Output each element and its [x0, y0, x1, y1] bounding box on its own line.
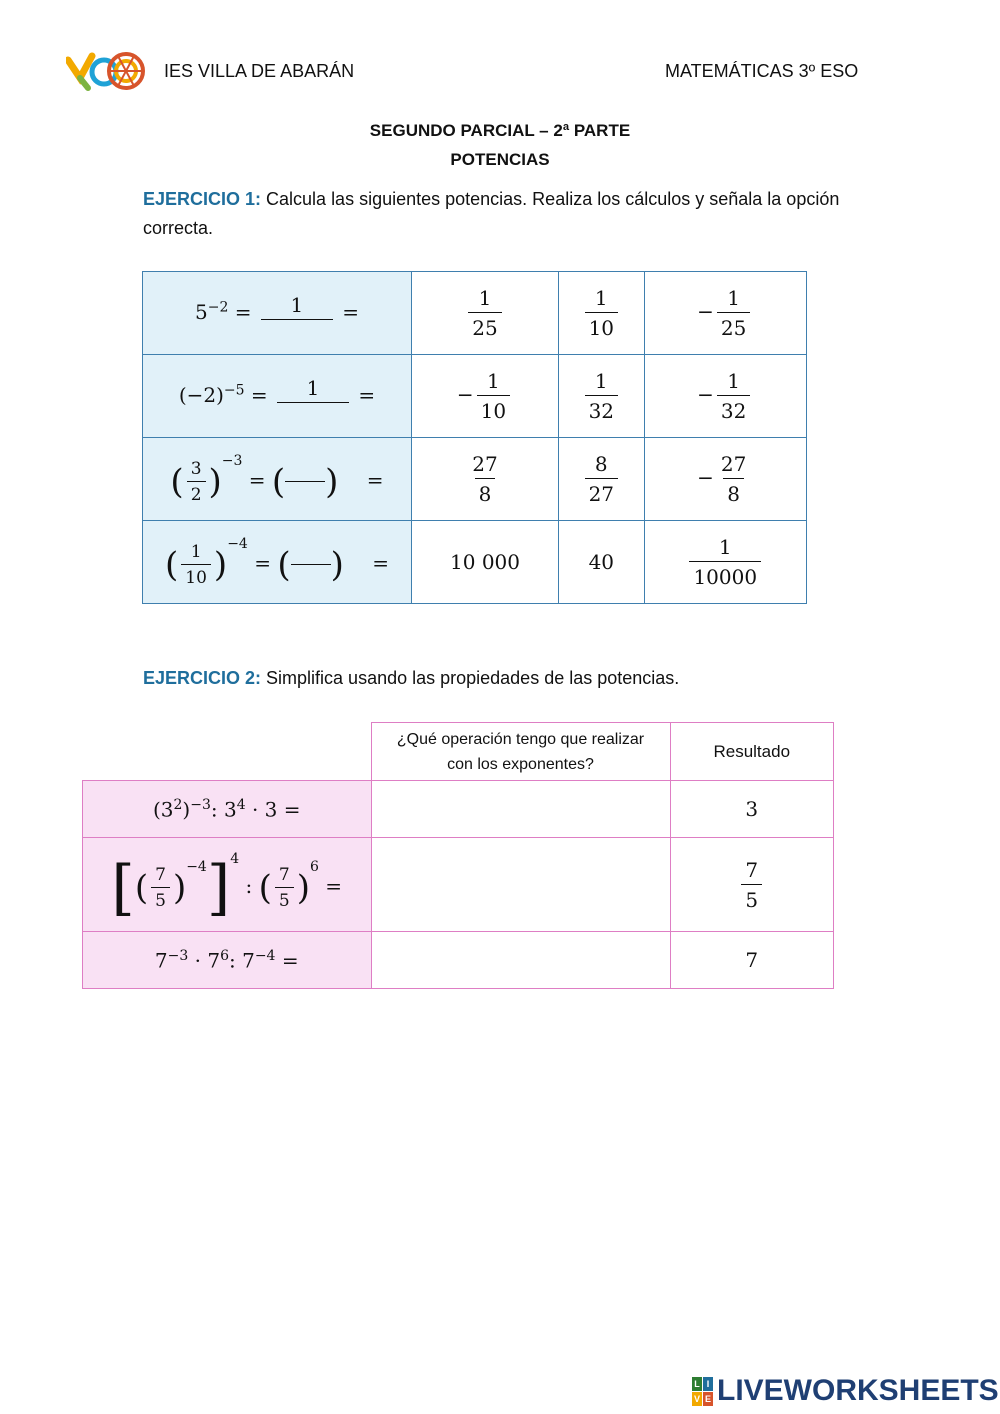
table-row — [143, 272, 807, 355]
table-row — [143, 355, 807, 438]
option-cell[interactable]: $\frac{1}{25}$ — [412, 272, 559, 355]
ex1-instructions — [143, 185, 843, 243]
ex2-expression-1: $(3^2)^{-3}$: $3^4 \cdot 3$ = — [83, 781, 372, 838]
operation-answer-field[interactable] — [371, 781, 670, 838]
subject-name: MATEMÁTICAS 3º ESO — [665, 61, 859, 81]
ex1-question-3: ( $\frac{3}{2}$ )$^{-3}$ = ( ) = — [143, 438, 412, 521]
option-cell[interactable]: $\frac{27}{8}$ — [412, 438, 559, 521]
ex2-text: Simplifica usando las propiedades de las potencias. — [261, 668, 680, 688]
table-row — [83, 932, 834, 989]
ex2-label: EJERCICIO 2: — [143, 668, 262, 688]
operation-answer-field[interactable] — [371, 932, 670, 989]
exam-title: SEGUNDO PARCIAL – 2ª PARTE — [369, 121, 631, 140]
ex1-question-4: ( $\frac{1}{10}$ )$^{-4}$ = ( ) = — [143, 521, 412, 604]
ex1-table — [142, 271, 807, 604]
ex1-label: EJERCICIO 1: — [143, 189, 262, 209]
option-cell[interactable]: − $\frac{1}{10}$ — [412, 355, 559, 438]
ex1-question-1: $5^{-2}$ = 1 = — [143, 272, 412, 355]
ex2-instructions — [143, 664, 843, 693]
table-header-row — [83, 723, 834, 781]
option-cell[interactable]: 40 — [559, 521, 645, 604]
table-row — [143, 438, 807, 521]
option-cell[interactable]: $\frac{8}{27}$ — [559, 438, 645, 521]
option-cell[interactable]: 10 000 — [412, 521, 559, 604]
option-cell[interactable]: − $\frac{1}{32}$ — [644, 355, 806, 438]
ex2-table — [82, 722, 834, 989]
table-row — [83, 838, 834, 932]
result-value: 7 — [670, 932, 834, 989]
ex1-text: Calcula las siguientes potencias. Realiza los cálculos y señala la opción correcta. — [143, 189, 840, 238]
school-logo — [66, 48, 146, 94]
result-value: 3 — [670, 781, 834, 838]
table-row — [143, 521, 807, 604]
school-name: IES VILLA DE ABARÁN — [164, 61, 355, 81]
exam-topic: POTENCIAS — [450, 150, 550, 169]
table-row — [83, 781, 834, 838]
ex2-expression-3: $7^{-3} \cdot 7^6$: $7^{-4}$ = — [83, 932, 372, 989]
option-cell[interactable]: $\frac{1}{32}$ — [559, 355, 645, 438]
liveworksheets-brand: LIVEWORKSHEETS — [717, 1374, 999, 1407]
ex2-expression-2: [( $\frac{7}{5}$ )$^{-4}$]$^4$ : ( $\frac{7}{5}$ )$^6$ = — [83, 838, 372, 932]
col-header-operation: ¿Qué operación tengo que realizar con los exponentes? — [371, 723, 670, 781]
liveworksheets-badge: L I V E — [693, 1378, 711, 1404]
ex1-question-2: $(-2)^{-5}$ = 1 = — [143, 355, 412, 438]
option-cell[interactable]: − $\frac{1}{25}$ — [644, 272, 806, 355]
liveworksheets-logo — [692, 1374, 999, 1408]
result-value: $\frac{7}{5}$ — [670, 838, 834, 932]
option-cell[interactable]: $\frac{1}{10}$ — [559, 272, 645, 355]
col-header-result: Resultado — [670, 723, 834, 781]
operation-answer-field[interactable] — [371, 838, 670, 932]
option-cell[interactable]: − $\frac{27}{8}$ — [644, 438, 806, 521]
option-cell[interactable]: $\frac{1}{10000}$ — [644, 521, 806, 604]
